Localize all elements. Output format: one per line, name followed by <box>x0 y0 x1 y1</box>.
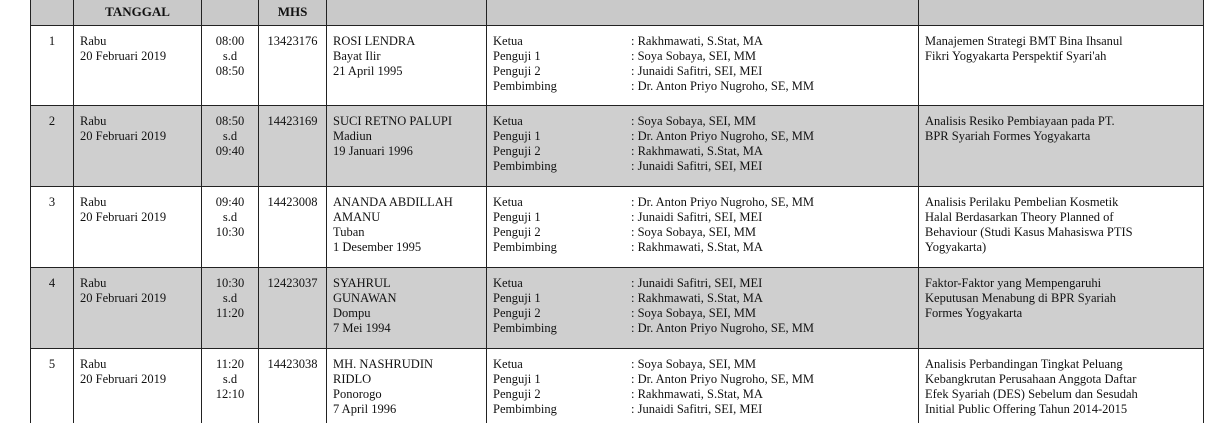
examiner-pembimbing <box>493 159 918 174</box>
student-name-line: ROSI LENDRA <box>333 34 416 48</box>
row-number: 5 <box>31 349 74 423</box>
header-jam <box>202 0 259 26</box>
table-header-row <box>31 0 1204 26</box>
examiner-name: : Junaidi Safitri, SEI, MEI <box>631 276 763 290</box>
row-number: 4 <box>31 268 74 349</box>
header-judul <box>919 0 1204 26</box>
examiner-role: Penguji 2 <box>493 64 541 78</box>
examiners-cell <box>487 106 919 187</box>
examiner-role: Penguji 1 <box>493 372 541 386</box>
student-id: 14423038 <box>259 349 327 423</box>
exam-schedule-table <box>30 0 1204 423</box>
student-birthdate: 7 Mei 1994 <box>333 321 391 335</box>
thesis-title-line: Kebangkrutan Perusahaan Anggota Daftar <box>925 372 1137 386</box>
thesis-title-line: Analisis Perilaku Pembelian Kosmetik <box>925 195 1119 209</box>
header-no <box>31 0 74 26</box>
examiner-penguji-1 <box>493 372 918 387</box>
student-cell <box>327 268 487 349</box>
time-end: 11:20 <box>215 306 244 320</box>
exam-time-cell <box>202 268 259 349</box>
examiner-ketua <box>493 276 918 291</box>
time-start: 09:40 <box>215 195 245 209</box>
header-nama <box>327 0 487 26</box>
examiner-role: Pembimbing <box>493 240 557 254</box>
exam-time-cell <box>202 349 259 423</box>
exam-date-cell <box>74 268 202 349</box>
examiner-penguji-1 <box>493 129 918 144</box>
student-id: 12423037 <box>259 268 327 349</box>
time-separator: s.d <box>222 372 238 386</box>
examiner-role: Penguji 1 <box>493 129 541 143</box>
thesis-title-cell <box>919 26 1204 106</box>
exam-day: Rabu <box>80 34 107 48</box>
examiner-role: Pembimbing <box>493 402 557 416</box>
time-end: 09:40 <box>215 144 245 158</box>
student-id: 13423176 <box>259 26 327 106</box>
examiner-role: Ketua <box>493 34 523 48</box>
header-mhs: MHS <box>259 0 327 26</box>
table-row <box>31 268 1204 349</box>
thesis-title-cell <box>919 349 1204 423</box>
time-separator: s.d <box>222 210 238 224</box>
student-name-line: MH. NASHRUDIN <box>333 357 434 371</box>
examiner-name: : Rakhmawati, S.Stat, MA <box>631 240 763 254</box>
time-end: 10:30 <box>215 225 245 239</box>
time-start: 11:20 <box>215 357 244 371</box>
student-name-line: AMANU <box>333 210 381 224</box>
thesis-title-line: Halal Berdasarkan Theory Planned of <box>925 210 1114 224</box>
examiner-name: : Rakhmawati, S.Stat, MA <box>631 291 763 305</box>
exam-time-cell <box>202 106 259 187</box>
exam-date: 20 Februari 2019 <box>80 291 167 305</box>
examiner-penguji-1 <box>493 49 918 64</box>
thesis-title-line: Efek Syariah (DES) Sebelum dan Sesudah <box>925 387 1138 401</box>
examiner-ketua <box>493 195 918 210</box>
table-row <box>31 349 1204 423</box>
student-name-line: SYAHRUL <box>333 276 391 290</box>
thesis-title-cell <box>919 106 1204 187</box>
student-cell <box>327 349 487 423</box>
thesis-title-line: Manajemen Strategi BMT Bina Ihsanul <box>925 34 1123 48</box>
time-separator: s.d <box>222 49 238 63</box>
examiner-name: : Dr. Anton Priyo Nugroho, SE, MM <box>631 321 815 335</box>
examiners-cell <box>487 268 919 349</box>
thesis-title-line: Faktor-Faktor yang Mempengaruhi <box>925 276 1102 290</box>
time-end: 12:10 <box>215 387 245 401</box>
examiner-role: Penguji 2 <box>493 225 541 239</box>
examiner-penguji-2 <box>493 144 918 159</box>
student-id: 14423008 <box>259 187 327 268</box>
thesis-title-line: Fikri Yogyakarta Perspektif Syari'ah <box>925 49 1107 63</box>
examiner-ketua <box>493 114 918 129</box>
exam-date-cell <box>74 349 202 423</box>
header-tanggal: TANGGAL <box>74 0 202 26</box>
examiner-name: : Dr. Anton Priyo Nugroho, SE, MM <box>631 79 815 93</box>
examiner-role: Penguji 2 <box>493 306 541 320</box>
examiner-pembimbing <box>493 402 918 417</box>
examiner-penguji-1 <box>493 210 918 225</box>
examiner-penguji-2 <box>493 306 918 321</box>
examiners-cell <box>487 26 919 106</box>
examiner-role: Ketua <box>493 114 523 128</box>
examiner-name: : Soya Sobaya, SEI, MM <box>631 357 756 371</box>
examiner-name: : Soya Sobaya, SEI, MM <box>631 49 756 63</box>
time-end: 08:50 <box>215 64 245 78</box>
examiner-name: : Dr. Anton Priyo Nugroho, SE, MM <box>631 195 815 209</box>
examiner-name: : Soya Sobaya, SEI, MM <box>631 306 756 320</box>
student-cell <box>327 187 487 268</box>
student-cell <box>327 26 487 106</box>
student-birthplace: Dompu <box>333 306 371 320</box>
examiner-ketua <box>493 34 918 49</box>
thesis-title-line: Initial Public Offering Tahun 2014-2015 <box>925 402 1128 416</box>
student-birthdate: 21 April 1995 <box>333 64 403 78</box>
examiner-role: Penguji 1 <box>493 291 541 305</box>
examiner-penguji-1 <box>493 291 918 306</box>
student-birthplace: Bayat Ilir <box>333 49 381 63</box>
student-id: 14423169 <box>259 106 327 187</box>
time-separator: s.d <box>222 291 238 305</box>
examiner-name: : Rakhmawati, S.Stat, MA <box>631 34 763 48</box>
table-row <box>31 26 1204 106</box>
exam-time-cell <box>202 187 259 268</box>
exam-day: Rabu <box>80 276 107 290</box>
table-row <box>31 106 1204 187</box>
student-name-line: RIDLO <box>333 372 372 386</box>
thesis-title-cell <box>919 187 1204 268</box>
row-number: 2 <box>31 106 74 187</box>
examiner-pembimbing <box>493 321 918 336</box>
examiner-role: Penguji 2 <box>493 387 541 401</box>
examiner-penguji-2 <box>493 225 918 240</box>
exam-date-cell <box>74 26 202 106</box>
thesis-title-line: Analisis Resiko Pembiayaan pada PT. <box>925 114 1115 128</box>
examiner-role: Pembimbing <box>493 79 557 93</box>
time-start: 08:50 <box>215 114 245 128</box>
exam-date-cell <box>74 106 202 187</box>
thesis-title-line: Keputusan Menabung di BPR Syariah <box>925 291 1116 305</box>
examiner-name: : Soya Sobaya, SEI, MM <box>631 225 756 239</box>
exam-day: Rabu <box>80 114 107 128</box>
exam-date-cell <box>74 187 202 268</box>
header-penguji <box>487 0 919 26</box>
examiner-name: : Junaidi Safitri, SEI, MEI <box>631 64 763 78</box>
student-name-line: GUNAWAN <box>333 291 397 305</box>
thesis-title-line: BPR Syariah Formes Yogyakarta <box>925 129 1091 143</box>
student-name-line: ANANDA ABDILLAH <box>333 195 453 209</box>
row-number: 1 <box>31 26 74 106</box>
examiner-role: Penguji 1 <box>493 49 541 63</box>
examiners-cell <box>487 187 919 268</box>
examiner-penguji-2 <box>493 64 918 79</box>
examiner-role: Ketua <box>493 357 523 371</box>
student-name-line: SUCI RETNO PALUPI <box>333 114 453 128</box>
examiner-pembimbing <box>493 240 918 255</box>
thesis-title-line: Formes Yogyakarta <box>925 306 1023 320</box>
exam-date: 20 Februari 2019 <box>80 372 167 386</box>
exam-day: Rabu <box>80 195 107 209</box>
exam-date: 20 Februari 2019 <box>80 210 167 224</box>
thesis-title-line: Analisis Perbandingan Tingkat Peluang <box>925 357 1123 371</box>
table-row <box>31 187 1204 268</box>
examiner-name: : Soya Sobaya, SEI, MM <box>631 114 756 128</box>
student-cell <box>327 106 487 187</box>
examiner-role: Penguji 2 <box>493 144 541 158</box>
student-birthplace: Ponorogo <box>333 387 382 401</box>
row-number: 3 <box>31 187 74 268</box>
examiner-pembimbing <box>493 79 918 94</box>
examiner-role: Penguji 1 <box>493 210 541 224</box>
examiner-name: : Dr. Anton Priyo Nugroho, SE, MM <box>631 129 815 143</box>
student-birthplace: Tuban <box>333 225 365 239</box>
examiner-name: : Rakhmawati, S.Stat, MA <box>631 144 763 158</box>
examiner-role: Ketua <box>493 195 523 209</box>
examiner-name: : Rakhmawati, S.Stat, MA <box>631 387 763 401</box>
examiner-role: Ketua <box>493 276 523 290</box>
examiner-name: : Dr. Anton Priyo Nugroho, SE, MM <box>631 372 815 386</box>
time-separator: s.d <box>222 129 238 143</box>
thesis-title-line: Behaviour (Studi Kasus Mahasiswa PTIS <box>925 225 1133 239</box>
exam-date: 20 Februari 2019 <box>80 49 167 63</box>
time-start: 10:30 <box>215 276 245 290</box>
student-birthdate: 19 Januari 1996 <box>333 144 413 158</box>
examiner-role: Pembimbing <box>493 321 557 335</box>
student-birthdate: 1 Desember 1995 <box>333 240 422 254</box>
examiner-name: : Junaidi Safitri, SEI, MEI <box>631 210 763 224</box>
examiners-cell <box>487 349 919 423</box>
exam-day: Rabu <box>80 357 107 371</box>
thesis-title-line: Yogyakarta) <box>925 240 987 254</box>
exam-date: 20 Februari 2019 <box>80 129 167 143</box>
examiner-name: : Junaidi Safitri, SEI, MEI <box>631 159 763 173</box>
examiner-ketua <box>493 357 918 372</box>
examiner-role: Pembimbing <box>493 159 557 173</box>
examiner-name: : Junaidi Safitri, SEI, MEI <box>631 402 763 416</box>
student-birthdate: 7 April 1996 <box>333 402 397 416</box>
time-start: 08:00 <box>215 34 245 48</box>
examiner-penguji-2 <box>493 387 918 402</box>
student-birthplace: Madiun <box>333 129 372 143</box>
thesis-title-cell <box>919 268 1204 349</box>
exam-time-cell <box>202 26 259 106</box>
